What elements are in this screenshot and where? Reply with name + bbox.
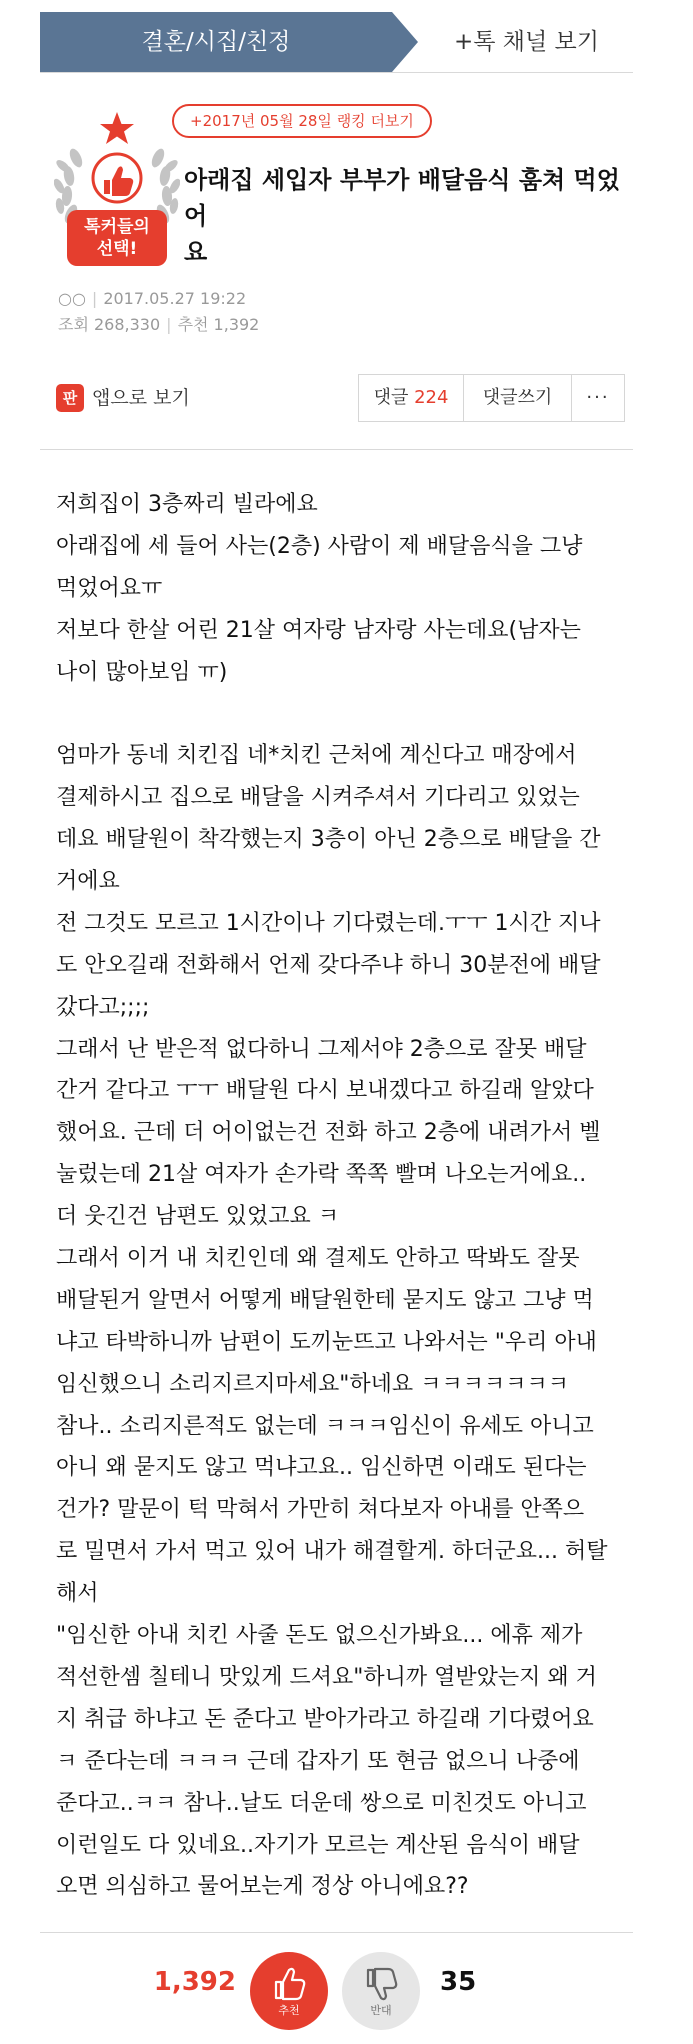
post-action-row — [40, 372, 633, 422]
like-button[interactable] — [250, 1952, 328, 2030]
body-line: 냐고 타박하니까 남편이 도끼눈뜨고 나와서는 "우리 아내 — [56, 1329, 597, 1355]
badge-text-line2: 선택! — [96, 239, 138, 259]
comments-label: 댓글 — [373, 387, 409, 408]
body-line: 그래서 난 받은적 없다하니 그제서야 2층으로 잘못 배달 — [56, 1036, 587, 1062]
post-title — [184, 162, 624, 270]
thumbs-up-icon — [250, 1952, 328, 2030]
open-in-app-link[interactable]: 앱으로 보기 — [92, 387, 190, 409]
reaction-divider — [40, 1932, 633, 1933]
dislike-label: 반대 — [370, 2004, 392, 2017]
tab-marriage-category[interactable]: 결혼/시집/친정 — [141, 29, 291, 55]
post-title-line1: 아래집 세입자 부부가 배달음식 훔쳐 먹었어 — [184, 166, 620, 230]
body-line: 아니 왜 묻지도 않고 먹냐고요.. 임신하면 이래도 된다는 — [56, 1455, 587, 1481]
body-line: 배달된거 알면서 어떻게 배달원한테 묻지도 않고 그냥 먹 — [56, 1287, 594, 1313]
body-line: 해서 — [56, 1581, 99, 1607]
body-line: 건가? 말문이 턱 막혀서 가만히 쳐다보자 아내를 안쪽으 — [56, 1497, 585, 1523]
comments-button[interactable] — [359, 375, 464, 421]
recommend-count: 추천 1,392 — [177, 315, 260, 334]
body-line: 먹었어요ㅠ — [56, 575, 163, 601]
body-line: 눌렀는데 21살 여자가 손가락 쪽쪽 빨며 나오는거에요.. — [56, 1162, 587, 1188]
body-line: 저희집이 3층짜리 빌라에요 — [56, 492, 318, 517]
view-count: 조회 268,330 — [58, 315, 161, 334]
like-label: 추천 — [278, 2004, 300, 2017]
body-line: 오면 의심하고 물어보는게 정상 아니에요?? — [56, 1874, 469, 1900]
body-line: 로 밀면서 가서 먹고 있어 내가 해결할게. 하더군요... 허탈 — [56, 1539, 608, 1565]
body-line: 이런일도 다 있네요..자기가 모르는 계산된 음식이 배달 — [56, 1832, 580, 1858]
post-meta: ○○ | 2017.05.27 19:22 조회 268,330 | 추천 1,392 — [58, 289, 260, 334]
body-line: ㅋ 준다는데 ㅋㅋㅋ 근데 갑자기 또 현금 없으니 나중에 — [56, 1748, 580, 1774]
body-line: 나이 많아보임 ㅠ) — [56, 659, 228, 685]
channel-view-link[interactable]: +톡 채널 보기 — [454, 29, 599, 55]
body-line: 지 취급 하냐고 돈 준다고 받아가라고 하길래 기다렸어요 — [56, 1706, 594, 1732]
post-date: 2017.05.27 19:22 — [103, 289, 247, 308]
body-line: 임신했으니 소리지르지마세요"하네요 ㅋㅋㅋㅋㅋㅋㅋ — [56, 1371, 569, 1397]
body-line: 데요 배달원이 착각했는지 3층이 아닌 2층으로 배달을 간 — [56, 827, 601, 853]
top-navigation — [40, 12, 633, 72]
talkers-choice-badge — [54, 110, 180, 270]
body-line: 아래집에 세 들어 사는(2층) 사람이 제 배달음식을 그냥 — [56, 533, 583, 559]
badge-text — [67, 216, 167, 260]
body-line: 엄마가 동네 치킨집 네*치킨 근처에 계신다고 매장에서 — [56, 743, 577, 769]
body-line — [56, 693, 636, 735]
write-comment-button[interactable]: 댓글쓰기 — [464, 375, 572, 421]
post-body — [56, 484, 636, 1908]
body-line: 결제하시고 집으로 배달을 시켜주셔서 기다리고 있었는 — [56, 785, 580, 811]
post-title-line2: 요 — [184, 238, 208, 266]
author-name[interactable]: ○○ — [58, 289, 86, 308]
body-line: 더 웃긴건 남편도 있었고요 ㅋ — [56, 1204, 339, 1230]
body-line: 그래서 이거 내 치킨인데 왜 결제도 안하고 딱봐도 잘못 — [56, 1246, 580, 1272]
tab-arrow-shape — [392, 12, 418, 72]
dislike-button[interactable] — [342, 1952, 420, 2030]
body-line: "임신한 아내 치킨 사줄 돈도 없으신가봐요... 에휴 제가 — [56, 1623, 583, 1649]
body-line: 참나.. 소리지른적도 없는데 ㅋㅋㅋ임신이 유세도 아니고 — [56, 1413, 594, 1439]
body-line: 거에요 — [56, 869, 120, 895]
content-divider — [40, 449, 633, 450]
body-line: 적선한셈 칠테니 맛있게 드셔요"하니까 열받았는지 왜 거 — [56, 1664, 597, 1690]
more-options-button[interactable]: ··· — [586, 387, 610, 408]
ranking-more-button[interactable]: +2017년 05월 28일 랭킹 더보기 — [172, 104, 432, 138]
body-line: 했어요. 근데 더 어이없는건 전화 하고 2층에 내려가서 벨 — [56, 1120, 601, 1146]
body-line: 도 안오길래 전화해서 언제 갖다주냐 하니 30분전에 배달 — [56, 952, 601, 978]
thumbs-down-icon — [342, 1952, 420, 2030]
badge-text-line1: 톡커들의 — [84, 217, 150, 237]
app-logo-icon[interactable]: 판 — [56, 384, 84, 412]
like-count: 1,392 — [153, 1967, 236, 1997]
body-line: 전 그것도 모르고 1시간이나 기다렸는데.ㅜㅜ 1시간 지나 — [56, 910, 601, 936]
body-line: 저보다 한살 어린 21살 여자랑 남자랑 사는데요(남자는 — [56, 617, 581, 643]
comments-count: 224 — [414, 387, 449, 408]
nav-divider — [40, 72, 633, 73]
body-line: 준다고..ㅋㅋ 참나..날도 더운데 쌍으로 미친것도 아니고 — [56, 1790, 587, 1816]
dislike-count: 35 — [440, 1967, 477, 1997]
body-line: 간거 같다고 ㅜㅜ 배달원 다시 보내겠다고 하길래 알았다 — [56, 1078, 594, 1104]
body-line: 갔다고;;;; — [56, 994, 150, 1020]
comment-button-group — [358, 374, 625, 422]
